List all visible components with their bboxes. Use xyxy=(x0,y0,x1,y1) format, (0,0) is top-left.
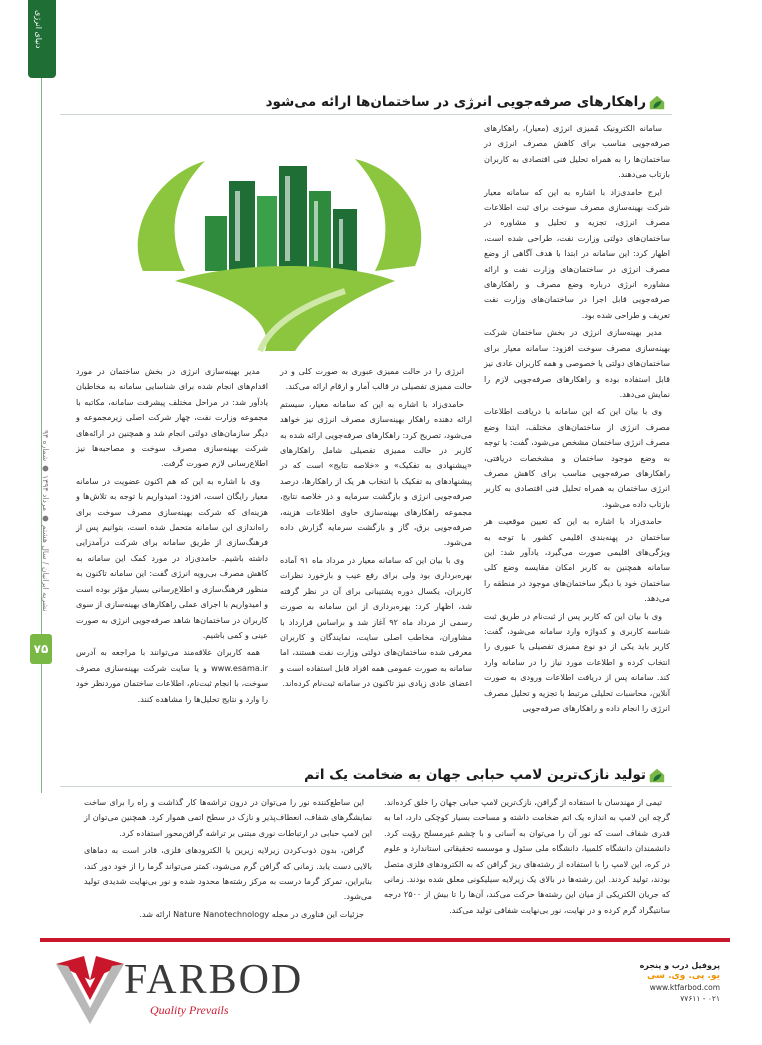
article-column-middle xyxy=(280,364,472,694)
ad-product-line: پروفیل درب و پنجره xyxy=(639,961,720,970)
section-label: دنیای انرژی xyxy=(34,10,43,49)
article-title: راهکارهای صرفه‌جویی انرژی در ساختمان‌ها ارائه می‌شود xyxy=(265,94,646,110)
paragraph: همه کاربران علاقه‌مند می‌توانند با مراجعه به آدرس www.esama.ir و یا سایت شرکت بهینه‌سازی مصرف سوخت، با انجام ثبت‌نام، اطلاعات ساختمان موردنظر خود را وارد و نتایج تحلیل‌ها را مشاهده کنند. xyxy=(76,647,268,704)
ad-product-type: یو. پی. وی. سی xyxy=(647,971,720,981)
ad-phone: ۰۲۱ - ۷۷۶۱۱ xyxy=(680,994,720,1003)
paragraph: تیمی از مهندسان با استفاده از گرافن، نازک‌ترین لامپ حبابی جهان را خلق کرده‌اند. گرچه این لامپ به اندازه یک اتم ضخامت داشته و مساحت بسیار کوچکی دارد، اما به قدری شفاف است که نور آن را می‌توان به آسانی و با چشم غیرمسلح رؤیت کرد. دانشمندان دانشگاه کلمبیا، دانشگاه ملی سئول و موسسه تحقیقاتی استاندارد و علوم در کره، این لامپ را با استفاده از رشته‌های ریز گرافن که به الکترودهای فلزی متصل بودند، تولید کردند. این رشته‌ها در بالای یک زیرلایه سیلیکونی معلق شده بودند. زمانی که جریان الکتریکی از میان این رشته‌ها حرکت می‌کند، آن‌ها را تا بیش از ۲۵۰۰ درجه سانتیگراد گرم کرده و در نهایت، نور بی‌نهایت شفافی تولید می‌کند. xyxy=(384,797,670,915)
ad-top-bar xyxy=(40,938,730,942)
article-title: تولید نازک‌ترین لامپ حبابی جهان به ضخامت یک اتم xyxy=(304,767,646,783)
paragraph: وی با بیان این که کاربر پس از ثبت‌نام در طریق ثبت شناسه کاربری و کدواژه وارد سامانه می‌شود، گفت: کاربر باید یکی از دو نوع ممیزی تفصیلی یا عبوری را انتخاب کرده و اطلاعات مورد نیاز را در سامانه وارد کند. سامانه پس از دریافت اطلاعات ورودی به صورت آنلاین، محاسبات تحلیلی مرتبط با تجزیه و تحلیل مصرف انرژی را انجام داده و راهکارهای صرفه‌جویی xyxy=(484,610,670,714)
paragraph: سامانه الکترونیک مُمیزی انرژی (معیار)، راهکارهای صرفه‌جویی مناسب برای کاهش مصرف انرژی در ساختمان‌ها را به همراه تحلیل فنی اقتصادی به کاربران بازتاب می‌دهند. xyxy=(484,123,670,180)
paragraph: حامدی‌زاد با اشاره به این که سامانه معیار، سیستم ارائه دهنده راهکار بهینه‌سازی مصرف انرژی نیز خواهد می‌شود، تصریح کرد: راهکارهای صرفه‌جویی ارائه شده به کاربر در حالت ممیزی تفصیلی شامل راهکارهای «پیشنهادی به تفکیک» و «خلاصه نتایج» است که در پیشنهادهای به تفکیک با انتخاب هر یک از راهکارها، درصد صرفه‌جویی انرژی و بازگشت سرمایه و در خلاصه نتایج، مجموعه راهکارهای بهینه‌سازی حاوی اطلاعات هزینه، صرفه‌جویی برق، گاز و بازگشت سرمایه گزارش داده می‌شود. xyxy=(280,398,472,548)
issue-info: نشریه ایرانیان / سال هشتم ● مرداد ۱۳۹۴ ● شماره ۹۴ xyxy=(41,430,50,612)
leaf-house-icon xyxy=(648,93,666,115)
paragraph: جزئیات این فناوری در مجله Nature Nanotechnology ارائه شد. xyxy=(139,908,364,919)
paragraph: گرافن، بدون ذوب‌کردن زیرلایه زیرین یا الکترودهای فلزی، قادر است به دماهای بالایی دست یابد. زمانی که گرافن گرم می‌شود، کمتر می‌تواند گرما را از خود دور کند، بنابراین، تمرکز گرما درست به مرکز رشته‌ها محدود شده و نور بی‌نهایت شدیدی تولید می‌شود. xyxy=(84,845,372,902)
page-number: ۷۵ xyxy=(30,634,52,664)
paragraph: وی با اشاره به این که هم اکنون عضویت در سامانه معیار رایگان است، افزود: امیدواریم با توجه به تلاش‌ها و هزینه‌ای که شرکت بهینه‌سازی مصرف سوخت برای راه‌اندازی این سامانه متحمل شده است، بتوانیم پس از فرهنگ‌سازی از طریق سامانه برای شرکت درآمدزایی داشته باشیم. حامدی‌زاد در مورد کمک این سامانه به کاهش مصرف بی‌رویه انرژی گفت: این سامانه تاکنون به منظور فرهنگ‌سازی و اطلاع‌رسانی بسیار مؤثر بوده است و امیدواریم با اجرای عملی راهکارهای بهینه‌سازی از سوی کاربران در ساختمان‌ها شاهد صرفه‌جویی انرژی به صورت عینی و کمی باشیم. xyxy=(76,475,268,640)
paragraph: وی با بیان این که این سامانه با دریافت اطلاعات مصرف انرژی از ساختمان‌های مختلف، ابتدا وضع مصرف انرژی ساختمان مشخص می‌شود، گفت: با توجه به وضع موجود ساختمان و مشخصات دریافتی، راهکارهای صرفه‌جویی مناسب برای کاهش مصرف انرژی ساختمان به همراه تحلیل فنی اقتصادی به کاربر بازتاب داده می‌شود. xyxy=(484,406,670,509)
article-column-left xyxy=(76,364,268,709)
paragraph: حامدی‌زاد با اشاره به این که تعیین موقعیت هر ساختمان در پهنه‌بندی اقلیمی کشور با توجه به ویژگی‌های اقلیمی صورت می‌گیرد، یادآور شد: این سامانه همچنین به کاربر امکان مقایسه وضع کلی ساختمان خود با دیگر ساختمان‌های موجود در منطقه را می‌دهد. xyxy=(484,516,670,604)
ad-contact xyxy=(590,960,720,1004)
ad-slogan: Quality Prevails xyxy=(150,1003,229,1017)
paragraph: وی با بیان این که سامانه معیار در مرداد ماه ۹۱ آماده بهره‌برداری بود ولی برای رفع عیب و بازخورد نظرات کاربران، یکسال دوره پشتیبانی برای آن در نظر گرفته شد، اظهار کرد: بهره‌برداری از این سامانه به صورت رسمی از مرداد ماه ۹۲ آغاز شد و براساس قرارداد با مشاوران، مخاطب اصلی سایت، نمایندگان و کاربران معرفی شده ساختمان‌های دولتی وزارت نفت هستند، اما سامانه به صورت عمومی همه افراد قابل استفاده است و اعضای عادی زیادی نیز تاکنون در سامانه ثبت‌نام کرده‌اند. xyxy=(280,554,472,689)
ad-website-link[interactable]: www.ktfarbod.com xyxy=(649,983,720,992)
article-column-right xyxy=(384,795,670,920)
ad-brand: FARBOD xyxy=(124,957,304,1003)
section-tab xyxy=(28,0,56,78)
paragraph: این ساطع‌کننده نور را می‌توان در درون تراشه‌ها کار گذاشت و راه را برای ساخت نمایشگرهای شفاف، انعطاف‌پذیر و نازک در سطح اتمی هموار کرد. همچنین می‌توان از این لامپ حبابی در ارتباطات نوری مبتنی بر تراشه گرافن‌محور استفاده کرد. xyxy=(84,797,372,838)
green-city-illustration xyxy=(85,121,472,357)
title-rule xyxy=(60,114,672,115)
title-rule xyxy=(60,786,672,787)
leaf-house-icon xyxy=(648,766,666,788)
paragraph: مدیر بهینه‌سازی انرژی در بخش ساختمان در مورد اقدام‌های انجام شده برای شناسایی سامانه به مخاطبان یادآور شد: در مراحل مختلف پیشرفت سامانه، مکاتبه با مجموعه وزارت نفت، چهار شرکت اصلی زیرمجموعه و دیگر سازمان‌های دولتی انجام شد و همچنین در ارائه‌های شرکت بهینه‌سازی مصرف سوخت و مصاحبه‌ها نیز اطلاع‌رسانی لازم صورت گرفت. xyxy=(76,366,268,469)
farbod-logo-icon xyxy=(50,950,130,1030)
paragraph: ایرج حامدی‌زاد با اشاره به این که سامانه معیار شرکت بهینه‌سازی مصرف سوخت برای ثبت اطلاعات مصرف انرژی، تجزیه و تحلیل و مشاوره در ساختمان‌های دولتی وزارت نفت، طراحی شده است، اظهار کرد: این سامانه در ابتدا با هدف آگاهی از وضع مصرف انرژی در ساختمان‌های وزارت نفت و ارائه مشاوره انرژی درباره وضع مصرف و راهکارهای صرفه‌جویی قابل اجرا در ساختمان‌های وزارت نفت تعریف و طراحی شده بود. xyxy=(484,186,670,320)
article-column-left xyxy=(84,795,372,924)
paragraph: انرژی را در حالت ممیزی عبوری به صورت کلی و در حالت ممیزی تفصیلی در قالب آمار و ارقام ارائه می‌کند. xyxy=(280,366,472,392)
article-column-right xyxy=(484,121,670,718)
paragraph: مدیر بهینه‌سازی انرژی در بخش ساختمان شرکت بهینه‌سازی مصرف سوخت افزود: سامانه معیار برای ساختمان‌های دولتی یا خصوصی و همه کاربران عادی نیز قابل استفاده بوده و راهکارهای صرفه‌جویی لازم را نمایش می‌دهد. xyxy=(484,327,670,399)
